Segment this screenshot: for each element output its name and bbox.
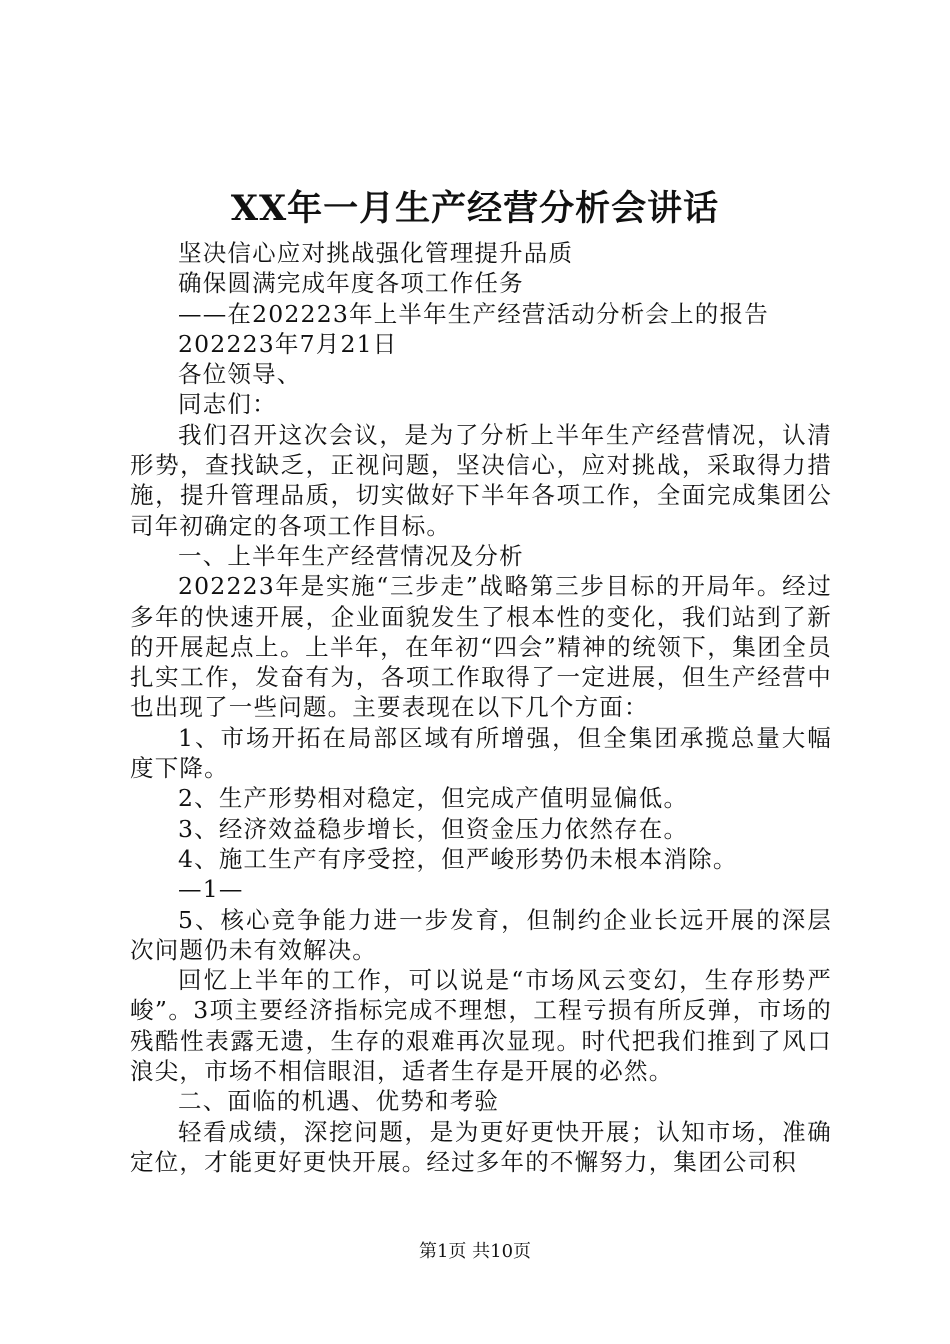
list-item-4: 4、施工生产有序受控，但严峻形势仍未根本消除。 — [178, 844, 738, 873]
section-heading-2: 二、面临的机遇、优势和考验 — [178, 1087, 500, 1116]
report-date: 202223年7月21日 — [178, 329, 398, 358]
salutation-leaders: 各位领导、 — [178, 360, 302, 389]
subtitle-line-3: ——在202223年上半年生产经营活动分析会上的报告 — [178, 299, 769, 328]
list-item-3: 3、经济效益稳步增长，但资金压力依然存在。 — [178, 814, 689, 843]
list-item-5: 5、核心竞争能力进一步发育，但制约企业长远开展的深层次问题仍未有效解决。 — [130, 905, 832, 964]
salutation-comrades: 同志们： — [178, 390, 277, 419]
section-heading-1: 一、上半年生产经营情况及分析 — [178, 541, 524, 570]
list-item-2: 2、生产形势相对稳定，但完成产值明显偏低。 — [178, 784, 689, 813]
paragraph-intro: 我们召开这次会议，是为了分析上半年生产经营情况，认清形势，查找缺乏，正视问题，坚决信心，应对挑战，采取得力措施，提升管理品质，切实做好下半年各项工作，全面完成集团公司年初确定的各项工作目标。 — [130, 420, 832, 540]
document-body — [130, 238, 832, 1177]
subtitle-line-2: 确保圆满完成年度各项工作任务 — [178, 269, 524, 298]
page-footer: 第1页 共10页 — [418, 1241, 532, 1262]
subtitle-line-1: 坚决信心应对挑战强化管理提升品质 — [178, 239, 574, 267]
document-title: XX年一月生产经营分析会讲话 — [230, 188, 720, 229]
paragraph-review: 回忆上半年的工作，可以说是“市场风云变幻，生存形势严峻”。3项主要经济指标完成不理想，工程亏损有所反弹，市场的残酷性表露无遗，生存的艰难再次显现。时代把我们推到了风口浪尖，市场不相信眼泪，适者生存是开展的必然。 — [130, 966, 832, 1086]
list-item-1: 1、市场开拓在局部区域有所增强，但全集团承揽总量大幅度下降。 — [130, 723, 832, 783]
paragraph-opportunities: 轻看成绩，深挖问题，是为更好更快开展；认知市场，准确定位，才能更好更快开展。经过多年的不懈努力，集团公司积 — [130, 1117, 832, 1176]
paragraph-overview: 202223年是实施“三步走”战略第三步目标的开局年。经过多年的快速开展，企业面貌发生了根本性的变化，我们站到了新的开展起点上。上半年，在年初“四会”精神的统领下，集团全员扎实工作，发奋有为，各项工作取得了一定进展，但生产经营中也出现了一些问题。主要表现在以下几个方面： — [130, 572, 832, 722]
inline-page-number: —1— — [178, 875, 244, 904]
